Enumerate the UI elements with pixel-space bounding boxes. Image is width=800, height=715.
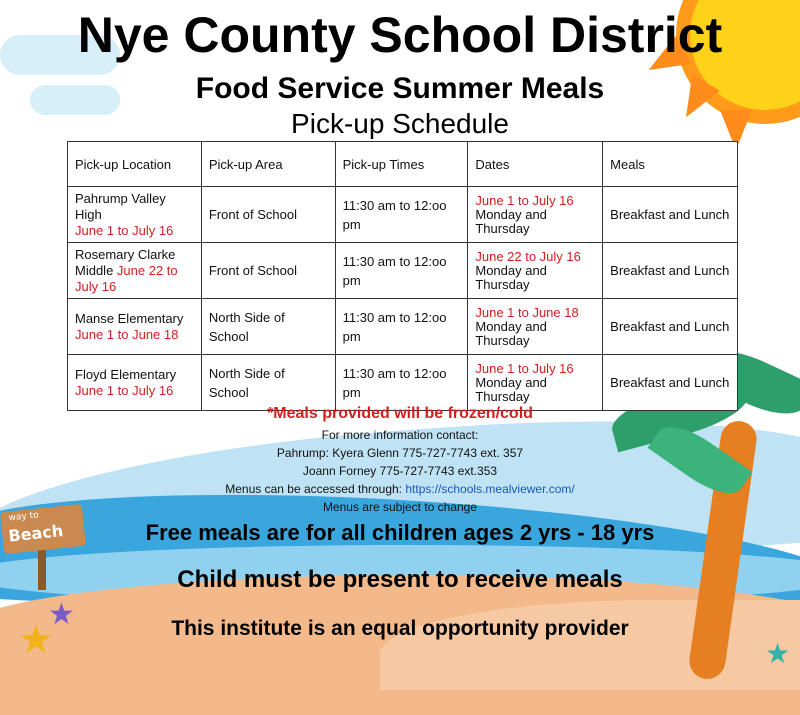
table-header-row	[68, 142, 738, 187]
schedule-heading: Pick-up Schedule	[291, 108, 509, 139]
table-row	[68, 187, 738, 243]
meals-cell: Breakfast and Lunch	[603, 355, 738, 411]
table-row	[68, 355, 738, 411]
location-dates: June 1 to July 16	[75, 222, 174, 238]
times-cell: 11:30 am to 12:oo pm	[335, 187, 468, 243]
times-cell: 11:30 am to 12:oo pm	[335, 299, 468, 355]
location-cell	[68, 187, 202, 243]
dates-range: June 1 to July 16	[475, 360, 574, 376]
frozen-note: *Meals provided will be frozen/cold	[267, 405, 533, 422]
dates-days: Monday and Thursday	[475, 206, 547, 236]
dates-days: Monday and Thursday	[475, 374, 547, 404]
area-cell: North Side of School	[201, 355, 335, 411]
column-header: Pick-up Area	[201, 142, 335, 187]
location-name: Floyd Elementary	[75, 366, 177, 382]
dates-cell	[468, 187, 603, 243]
location-name: Manse Elementary	[75, 310, 184, 326]
location-cell	[68, 299, 202, 355]
dates-cell	[468, 243, 603, 299]
meals-cell: Breakfast and Lunch	[603, 243, 738, 299]
dates-cell	[468, 299, 603, 355]
dates-range: June 22 to July 16	[475, 248, 581, 264]
column-header: Pick-up Times	[335, 142, 468, 187]
beach-sign-small-text: way to	[8, 510, 40, 524]
location-dates: June 1 to July 16	[75, 382, 174, 398]
location-dates: June 22 to July 16	[75, 262, 178, 294]
menus-link[interactable]: https://schools.mealviewer.com/	[405, 482, 575, 496]
meals-cell: Breakfast and Lunch	[603, 187, 738, 243]
table-row	[68, 299, 738, 355]
page-title: Nye County School District	[77, 7, 723, 63]
starfish-icon: ★	[48, 597, 75, 632]
column-header: Dates	[468, 142, 603, 187]
contact-line: Joann Forney 775-727-7743 ext.353	[302, 464, 498, 478]
area-cell: Front of School	[201, 187, 335, 243]
times-cell: 11:30 am to 12:oo pm	[335, 243, 468, 299]
contact-intro: For more information contact:	[321, 428, 479, 442]
column-header: Meals	[603, 142, 738, 187]
dates-days: Monday and Thursday	[475, 318, 547, 348]
location-cell	[68, 355, 202, 411]
dates-days: Monday and Thursday	[475, 262, 547, 292]
child-present-banner: Child must be present to receive meals	[177, 566, 623, 593]
schedule-table	[67, 141, 738, 411]
table-row	[68, 243, 738, 299]
location-dates: June 1 to June 18	[75, 326, 179, 342]
meals-cell: Breakfast and Lunch	[603, 299, 738, 355]
location-name: Pahrump Valley High	[75, 190, 166, 222]
page-subtitle: Food Service Summer Meals	[195, 72, 605, 105]
menus-prefix: Menus can be accessed through:	[225, 482, 406, 496]
beach-sign-text: Beach	[7, 520, 64, 546]
equal-opportunity-banner: This institute is an equal opportunity provider	[171, 617, 629, 640]
area-cell: North Side of School	[201, 299, 335, 355]
times-cell: 11:30 am to 12:oo pm	[335, 355, 468, 411]
location-cell	[68, 243, 202, 299]
starfish-icon: ★	[18, 617, 54, 663]
contact-line: Pahrump: Kyera Glenn 775-727-7743 ext. 357	[276, 446, 524, 460]
free-meals-banner: Free meals are for all children ages 2 yrs - 18 yrs	[145, 520, 655, 545]
menus-change-note: Menus are subject to change	[322, 500, 478, 514]
starfish-icon: ★	[765, 637, 791, 670]
dates-range: June 1 to June 18	[475, 304, 579, 320]
dates-cell	[468, 355, 603, 411]
column-header: Pick-up Location	[68, 142, 202, 187]
dates-range: June 1 to July 16	[475, 192, 574, 208]
area-cell: Front of School	[201, 243, 335, 299]
menus-line	[0, 482, 800, 496]
location-name: Rosemary Clarke Middle	[75, 246, 176, 278]
